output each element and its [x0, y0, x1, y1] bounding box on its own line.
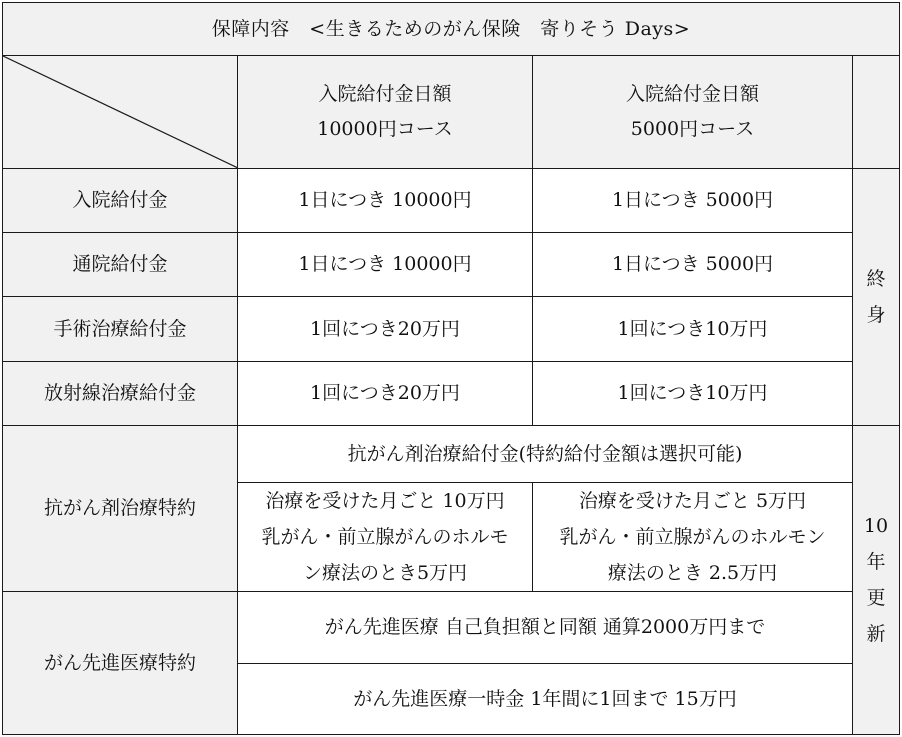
cell-hospitalization-10000: 1日につき 10000円	[238, 169, 533, 233]
cell-advanced-medical-line2: がん先進医療一時金 1年間に1回まで 15万円	[238, 664, 853, 735]
term-renewal-char: 新	[866, 623, 886, 645]
term-lifetime-char: 身	[866, 304, 886, 326]
cell-outpatient-10000: 1日につき 10000円	[238, 233, 533, 297]
anticancer-line: 乳がん・前立腺がんのホルモ	[261, 526, 509, 548]
column-header-line2: 5000円コース	[630, 118, 755, 140]
anticancer-line: 療法のとき 2.5万円	[607, 562, 778, 584]
anticancer-line: 治療を受けた月ごと 5万円	[578, 490, 807, 512]
table-title: 保障内容 <生きるためのがん保険 寄りそう Days>	[3, 3, 900, 56]
coverage-table	[2, 2, 900, 735]
cell-surgery-5000: 1回につき10万円	[533, 297, 853, 362]
row-label-advanced-medical: がん先進医療特約	[3, 592, 238, 735]
cell-radiation-5000: 1回につき10万円	[533, 362, 853, 426]
cell-hospitalization-5000: 1日につき 5000円	[533, 169, 853, 233]
cell-anticancer-10000	[238, 483, 533, 592]
cell-radiation-10000: 1回につき20万円	[238, 362, 533, 426]
anticancer-header: 抗がん剤治療給付金(特約給付金額は選択可能)	[238, 426, 853, 483]
row-label-radiation: 放射線治療給付金	[3, 362, 238, 426]
anticancer-line: 乳がん・前立腺がんのホルモン	[559, 526, 826, 548]
term-renewal	[853, 426, 900, 735]
term-renewal-char: 年	[866, 551, 886, 573]
column-header-line1: 入院給付金日額	[318, 83, 452, 105]
row-label-outpatient: 通院給付金	[3, 233, 238, 297]
column-header-5000	[533, 56, 853, 169]
term-header-blank	[853, 56, 900, 169]
diagonal-corner-cell	[3, 56, 238, 169]
cell-surgery-10000: 1回につき20万円	[238, 297, 533, 362]
term-lifetime	[853, 169, 900, 426]
term-lifetime-char: 終	[866, 268, 886, 290]
column-header-10000	[238, 56, 533, 169]
term-renewal-char: 10	[863, 515, 889, 537]
anticancer-line: 治療を受けた月ごと 10万円	[265, 490, 505, 512]
column-header-line1: 入院給付金日額	[625, 83, 759, 105]
anticancer-line: ン療法のとき5万円	[302, 562, 468, 584]
cell-anticancer-5000	[533, 483, 853, 592]
row-label-surgery: 手術治療給付金	[3, 297, 238, 362]
diagonal-line	[3, 56, 238, 168]
row-label-anticancer: 抗がん剤治療特約	[3, 426, 238, 592]
term-renewal-char: 更	[866, 587, 886, 609]
cell-outpatient-5000: 1日につき 5000円	[533, 233, 853, 297]
column-header-line2: 10000円コース	[317, 118, 453, 140]
row-label-hospitalization: 入院給付金	[3, 169, 238, 233]
cell-advanced-medical-line1: がん先進医療 自己負担額と同額 通算2000万円まで	[238, 592, 853, 664]
